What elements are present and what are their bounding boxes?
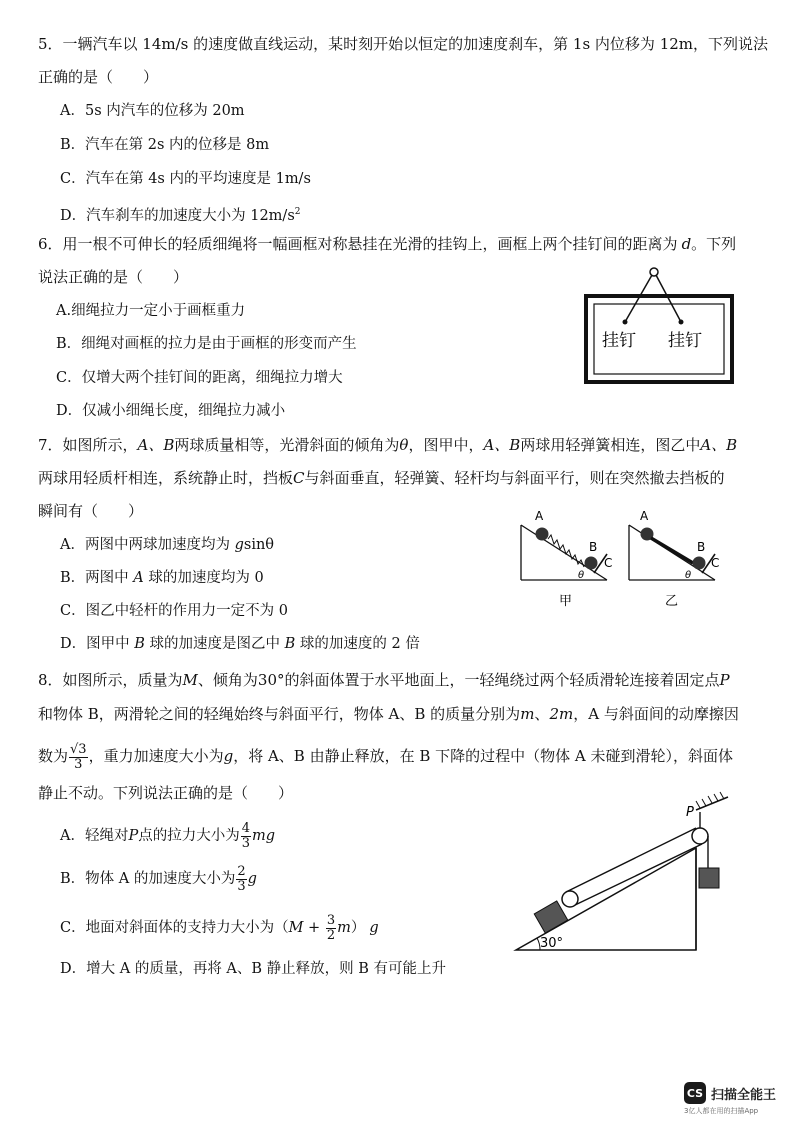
q8-c-pre: C．地面对斜面体的支持力大小为（ <box>60 920 289 936</box>
q8-mu-den: 3 <box>74 756 83 772</box>
figure-yi <box>629 509 719 609</box>
q7-stem-1a: 7．如图所示， <box>38 436 138 454</box>
q7-d-var: B <box>134 636 145 652</box>
label-c-jia: C <box>604 556 613 570</box>
top-pulley-icon <box>692 828 708 844</box>
q7-a-var: g <box>234 537 244 553</box>
q8-stem-line3 <box>38 738 733 774</box>
q5-stem-line2: 正确的是（ ） <box>38 68 159 86</box>
q7-stem-1b: 两球质量相等，光滑斜面的倾角为 <box>174 436 400 454</box>
q8-stem-mass-b: 2m <box>549 705 574 723</box>
rope-lower <box>573 844 702 906</box>
q7-b-var: A <box>133 570 144 586</box>
q7-b-post: 球的加速度均为 0 <box>143 570 264 586</box>
q8-c-m: M <box>288 920 304 936</box>
label-a-yi: A <box>640 509 649 523</box>
q8-c-num: 3 <box>326 912 336 928</box>
q6-stem-line1 <box>38 234 736 254</box>
q7-stem-c: C <box>293 469 305 487</box>
block-b <box>699 868 719 888</box>
q8-b-end: g <box>247 871 257 887</box>
q8-c-fraction <box>326 914 336 943</box>
q5-option-b: B．汽车在第 2s 内的位移是 8m <box>60 137 270 153</box>
nail-right-dot <box>679 320 684 325</box>
q8-stem-g: g <box>223 747 234 765</box>
label-b-yi: B <box>697 540 706 554</box>
q7-d-post2: 球的加速度的 2 倍 <box>295 636 420 652</box>
q7-a-pre: A．两图中两球加速度均为 <box>60 537 235 553</box>
q7-option-a <box>60 535 274 555</box>
q7-stem-line3: 瞬间有（ ） <box>38 502 144 520</box>
q5-option-d-text: D．汽车刹车的加速度大小为 12m/s <box>60 207 295 224</box>
hook-icon <box>650 268 658 276</box>
label-c-yi: C <box>711 556 720 570</box>
q8-a-fraction <box>241 822 251 851</box>
q8-stem-p: P <box>719 671 730 689</box>
q8-option-a <box>60 818 275 854</box>
rod-yi <box>651 538 693 563</box>
caption-yi: 乙 <box>665 594 679 609</box>
q8-option-c <box>60 910 379 946</box>
nail-right-label: 挂钉 <box>668 331 702 351</box>
q8-b-num: 2 <box>237 863 246 879</box>
q8-c-end: ） <box>350 920 366 936</box>
q5-option-d <box>60 202 301 226</box>
label-p: P <box>686 805 694 820</box>
q8-option-d: D．增大 A 的质量，再将 A、B 静止释放，则 B 有可能上升 <box>60 961 447 977</box>
q8-a-den: 3 <box>241 835 251 851</box>
q7-stem-2a: 两球用轻质杆相连，系统静止时，挡板 <box>38 469 294 487</box>
q8-mu-num: √3 <box>70 741 87 757</box>
q8-b-fraction <box>236 865 246 894</box>
q6-option-c: C．仅增大两个挂钉间的距离，细绳拉力增大 <box>56 370 343 386</box>
q8-c-den: 2 <box>326 927 336 943</box>
camscanner-watermark <box>684 1082 776 1116</box>
q8-a-num: 4 <box>241 820 251 836</box>
q8-a-end: mg <box>252 828 276 844</box>
q7-stem-line2 <box>38 468 725 488</box>
label-angle: 30° <box>540 936 564 951</box>
q8-stem-sep: 、 <box>534 705 550 723</box>
q7-stem-ab2: A、B <box>483 436 521 454</box>
q8-option-b <box>60 861 257 897</box>
q6-option-d: D．仅减小细绳长度，细绳拉力减小 <box>56 403 286 419</box>
q6-stem-text: 6．用一根不可伸长的轻质细绳将一幅画框对称悬挂在光滑的挂钩上，画框上两个挂钉间的距离为 <box>38 235 678 253</box>
q8-stem-3a: 数为 <box>38 747 69 765</box>
camscanner-logo-icon: CS <box>684 1082 706 1104</box>
q7-a-post: sinθ <box>243 537 275 553</box>
picture-frame-figure <box>580 262 740 388</box>
string-left <box>625 275 652 322</box>
q6-option-b: B．细绳对画框的拉力是由于画框的形变而产生 <box>56 336 357 352</box>
q6-stem-var: d <box>681 235 692 253</box>
q8-a-mid: 点的拉力大小为 <box>138 828 240 844</box>
q7-stem-theta: θ <box>399 436 409 454</box>
q8-stem-3c: ，将 A、B 由静止释放，在 B 下降的过程中（物体 A 未碰到滑轮），斜面体 <box>233 747 734 765</box>
ball-b-jia <box>585 557 598 570</box>
q8-a-pre: A．轻绳对 <box>60 828 129 844</box>
q5-option-d-sup: 2 <box>294 207 301 217</box>
incline-figures <box>515 505 730 635</box>
ball-b-yi <box>693 557 706 570</box>
q8-stem-1a: 8．如图所示，质量为 <box>38 671 183 689</box>
q8-a-p: P <box>128 828 139 844</box>
q7-stem-line1 <box>38 435 737 455</box>
q8-stem-mass-a: m <box>520 705 535 723</box>
label-a-jia: A <box>535 509 544 523</box>
label-theta-jia: θ <box>578 570 585 581</box>
q7-option-d <box>60 634 420 654</box>
q7-b-pre: B．两图中 <box>60 570 134 586</box>
q6-stem-end: 。下列 <box>691 235 737 253</box>
q7-stem-2b: 与斜面垂直，轻弹簧、轻杆均与斜面平行，则在突然撤去挡板的 <box>304 469 725 487</box>
block-a <box>534 901 568 933</box>
pulley-incline-figure <box>510 790 735 960</box>
q8-stem-line1 <box>38 670 730 690</box>
q8-stem-2a: 和物体 B，两滑轮之间的轻绳始终与斜面平行，物体 A、B 的质量分别为 <box>38 705 521 723</box>
q5-stem-line1: 5．一辆汽车以 14m/s 的速度做直线运动，某时刻开始以恒定的加速度刹车，第 1s 内位移为 12m，下列说法 <box>38 35 769 53</box>
q5-option-a: A．5s 内汽车的位移为 20m <box>60 103 245 119</box>
q8-stem-line4: 静止不动。下列说法正确的是（ ） <box>38 784 294 802</box>
incline-body <box>516 848 696 950</box>
q7-option-b <box>60 568 264 588</box>
q8-mu-fraction <box>69 743 88 772</box>
q7-stem-ab3: A、B <box>700 436 738 454</box>
label-b-jia: B <box>589 540 598 554</box>
q6-option-a: A.细绳拉力一定小于画框重力 <box>56 303 246 319</box>
q8-stem-line2 <box>38 704 739 724</box>
q8-stem-1b: 、倾角为30°的斜面体置于水平地面上，一轻绳绕过两个轻质滑轮连接着固定点 <box>197 671 720 689</box>
q7-stem-1d: 两球用轻弹簧相连，图乙中 <box>520 436 701 454</box>
caption-jia: 甲 <box>559 594 573 609</box>
q6-stem-line2: 说法正确的是（ ） <box>38 268 189 286</box>
q8-stem-3b: ，重力加速度大小为 <box>88 747 224 765</box>
q8-stem-m: M <box>182 671 198 689</box>
q8-c-m2: m <box>337 920 351 936</box>
q8-stem-2b: ，A 与斜面间的动摩擦因 <box>573 705 739 723</box>
ball-a-jia <box>536 528 549 541</box>
figure-jia <box>521 509 612 609</box>
q7-d-var2: B <box>284 636 296 652</box>
q7-stem-1c: ，图甲中， <box>408 436 484 454</box>
q7-d-post: 球的加速度是图乙中 <box>144 636 285 652</box>
q8-c-g: g <box>369 920 379 936</box>
q8-c-plus: + <box>303 920 325 936</box>
camscanner-name: 扫描全能王 <box>711 1087 777 1103</box>
q7-d-pre: D．图甲中 <box>60 636 135 652</box>
q5-option-c: C．汽车在第 4s 内的平均速度是 1m/s <box>60 171 311 187</box>
nail-left-dot <box>623 320 628 325</box>
moving-pulley-icon <box>562 891 578 907</box>
nail-left-label: 挂钉 <box>602 331 636 351</box>
rope-upper <box>566 828 696 892</box>
label-theta-yi: θ <box>685 570 692 581</box>
q8-b-den: 3 <box>237 878 246 894</box>
ceiling <box>696 797 728 810</box>
camscanner-tagline: 3亿人都在用的扫描App <box>684 1107 759 1115</box>
string-right <box>656 275 681 322</box>
q7-option-c: C．图乙中轻杆的作用力一定不为 0 <box>60 603 288 619</box>
q8-b-pre: B．物体 A 的加速度大小为 <box>60 871 236 887</box>
q7-stem-ab: A、B <box>137 436 175 454</box>
